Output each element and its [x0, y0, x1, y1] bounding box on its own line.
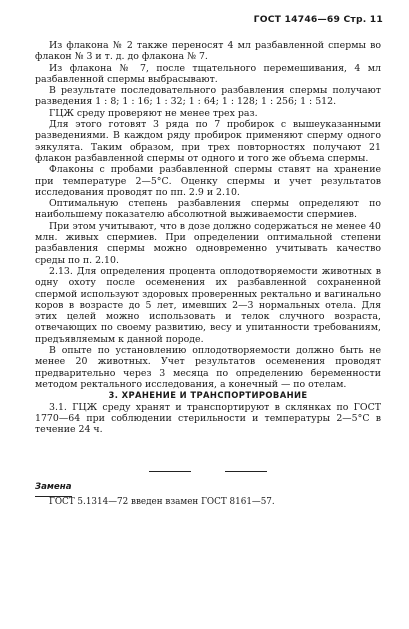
divider [149, 471, 191, 472]
paragraph: 2.13. Для определения процента оплодотворяемости животных в одну охоту после осеменения их разбавленной сохраненной спермой используют здоровых проверенных ректально и вагинально коров в возрасте до 5 лет, имевших 2—3 нормальных отела. Для этих целей можно использовать и телок случного возраста, отвечающих по своему развитию, весу и упитанности требованиям, предъявляемым к данной породе. [35, 265, 381, 345]
paragraph: Оптимальную степень разбавления спермы определяют по наибольшему показателю абсолютной выживаемости спермиев. [35, 198, 381, 221]
paragraph: В опыте по установлению оплодотворяемости должно быть не менее 20 животных. Учет результатов осеменения проводят предварительно через 3 месяца по определению беременности методом ректального исследования, а конечный — по отелам. [35, 345, 381, 390]
paragraph: 3.1. ГЦЖ среду хранят и транспортируют в склянках по ГОСТ 1770—64 при соблюдении стерильности и температуры 2—5°С в течение 24 ч. [35, 401, 381, 436]
paragraph: Из флакона № 7, после тщательного перемешивания, 4 мл разбавленной спермы выбрасывают. [35, 62, 381, 85]
page-header: ГОСТ 14746—69 Стр. 11 [253, 14, 383, 25]
paragraph: Флаконы с пробами разбавленной спермы ставят на хранение при температуре 2—5°С. Оценку спермы и учет результатов исследования проводят по пп. 2.9 и 2.10. [35, 164, 381, 198]
paragraph: ГЦЖ среду проверяют не менее трех раз. [49, 107, 258, 119]
paragraph: Для этого готовят 3 ряда по 7 пробирок с вышеуказанными разведениями. В каждом ряду пробирок применяют сперму одного эякулята. Таким образом, при трех повторностях получают 21 флакон разбавленной спермы от одного и того же объема спермы. [35, 119, 381, 164]
paragraph: Из флакона № 2 также переносят 4 мл разбавленной спермы во флакон № 3 и т. д. до флакона № 7. [35, 40, 381, 63]
note-text: ГОСТ 5.1314—72 введен взамен ГОСТ 8161—57. [49, 496, 275, 507]
section-title: 3. ХРАНЕНИЕ И ТРАНСПОРТИРОВАНИЕ [108, 390, 308, 401]
divider [225, 471, 267, 472]
paragraph: При этом учитывают, что в дозе должно содержаться не менее 40 млн. живых спермиев. При определении оптимальной степени разбавления спермы можно одновременно учитывать качество среды по п. 2.10. [35, 220, 381, 266]
paragraph: В результате последовательного разбавления спермы получают разведения 1 : 8; 1 : 16; 1 : 32; 1 : 64; 1 : 128; 1 : 256; 1 : 512. [35, 85, 381, 108]
note-heading: Замена [35, 482, 72, 496]
separator-rules [35, 453, 381, 472]
document-body [35, 40, 381, 508]
